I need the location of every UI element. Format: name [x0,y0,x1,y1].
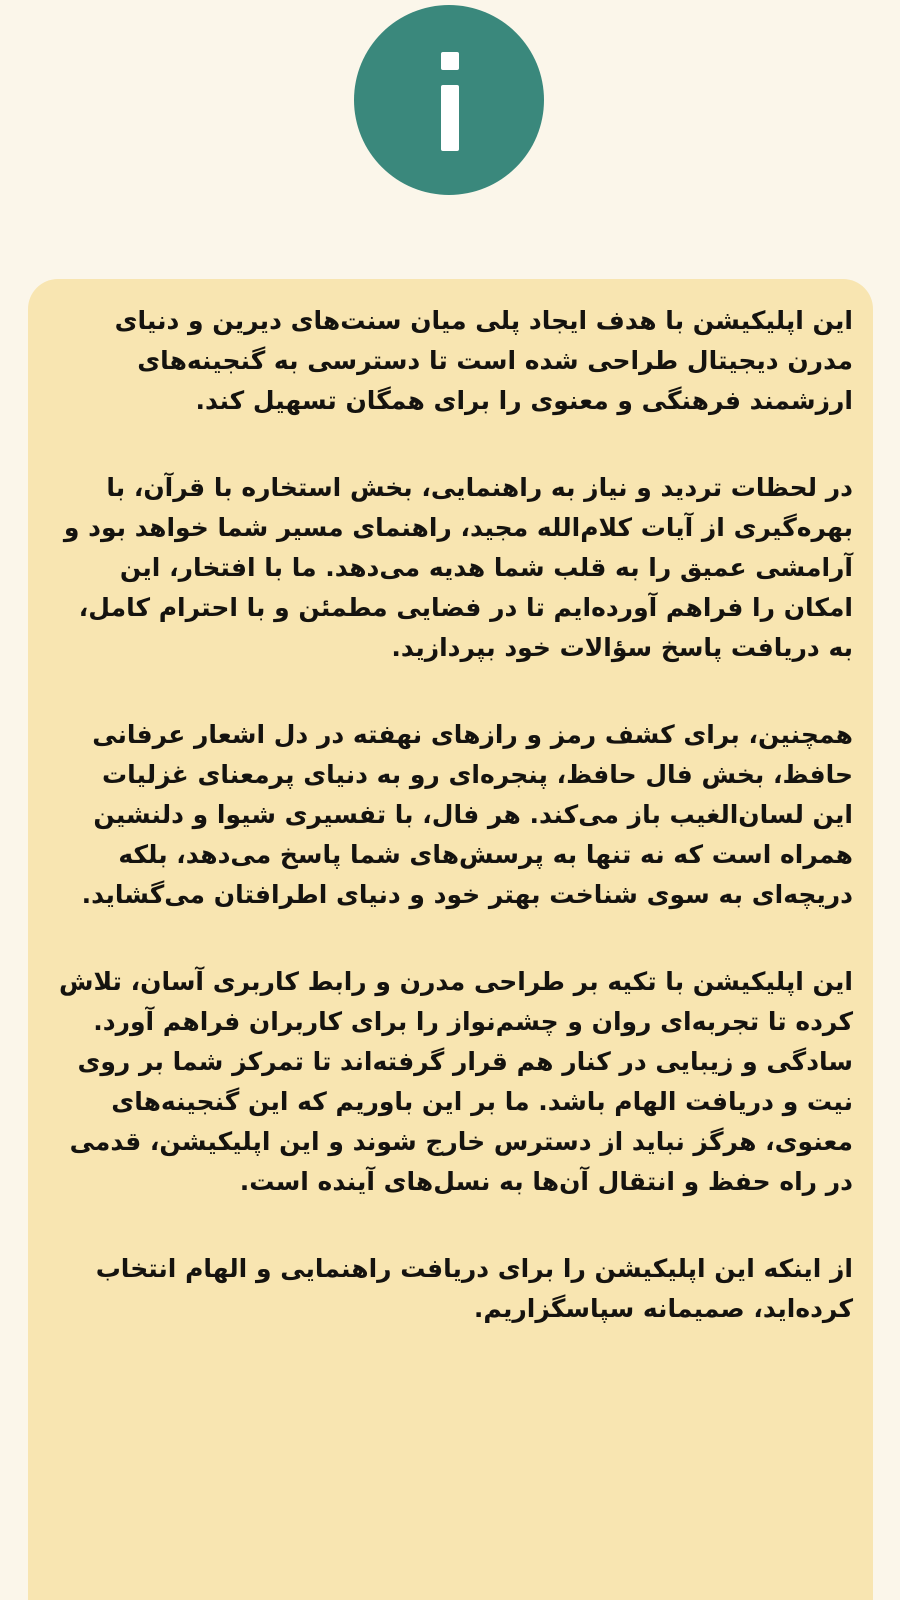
info-icon-stem [441,85,459,151]
about-paragraph-thanks: از اینکه این اپلیکیشن را برای دریافت راهنمایی و الهام انتخاب کرده‌اید، صمیمانه سپاسگزاریم. [95,1254,853,1323]
info-icon [354,5,544,195]
about-paragraph-hafez: همچنین، برای کشف رمز و رازهای نهفته در دل اشعار عرفانی حافظ، بخش فال حافظ، پنجره‌ای رو به دنیای پرمعنای غزلیات این لسان‌الغیب باز می‌کند. هر فال، با تفسیری شیوا و دلنشین همراه است که نه تنها به پرسش‌های شما پاسخ می‌دهد، بلکه دریچه‌ای به سوی شناخت بهتر خود و دنیای اطرافتان می‌گشاید. [81,720,853,909]
info-icon-dot [441,52,459,70]
about-card [28,279,873,1600]
about-paragraph-intro: این اپلیکیشن با هدف ایجاد پلی میان سنت‌های دیرین و دنیای مدرن دیجیتال طراحی شده است تا دسترسی به گنجینه‌های ارزشمند فرهنگی و معنوی را برای همگان تسهیل کند. [114,306,853,415]
about-paragraph-design: این اپلیکیشن با تکیه بر طراحی مدرن و رابط کاربری آسان، تلاش کرده تا تجربه‌ای روان و چشم‌نواز را برای کاربران فراهم آورد. سادگی و زیبایی در کنار هم قرار گرفته‌اند تا تمرکز شما بر روی نیت و دریافت الهام باشد. ما بر این باوریم که این گنجینه‌های معنوی، هرگز نباید از دسترس خارج شوند و این اپلیکیشن، قدمی در راه حفظ و انتقال آن‌ها به نسل‌های آینده است. [59,967,853,1196]
about-paragraph-istikhara: در لحظات تردید و نیاز به راهنمایی، بخش استخاره با قرآن، با بهره‌گیری از آیات کلام‌الله مجید، راهنمای مسیر شما خواهد بود و آرامشی عمیق را به قلب شما هدیه می‌دهد. ما با افتخار، این امکان را فراهم آورده‌ایم تا در فضایی مطمئن و با احترام کامل، به دریافت پاسخ سؤالات خود بپردازید. [63,473,853,662]
